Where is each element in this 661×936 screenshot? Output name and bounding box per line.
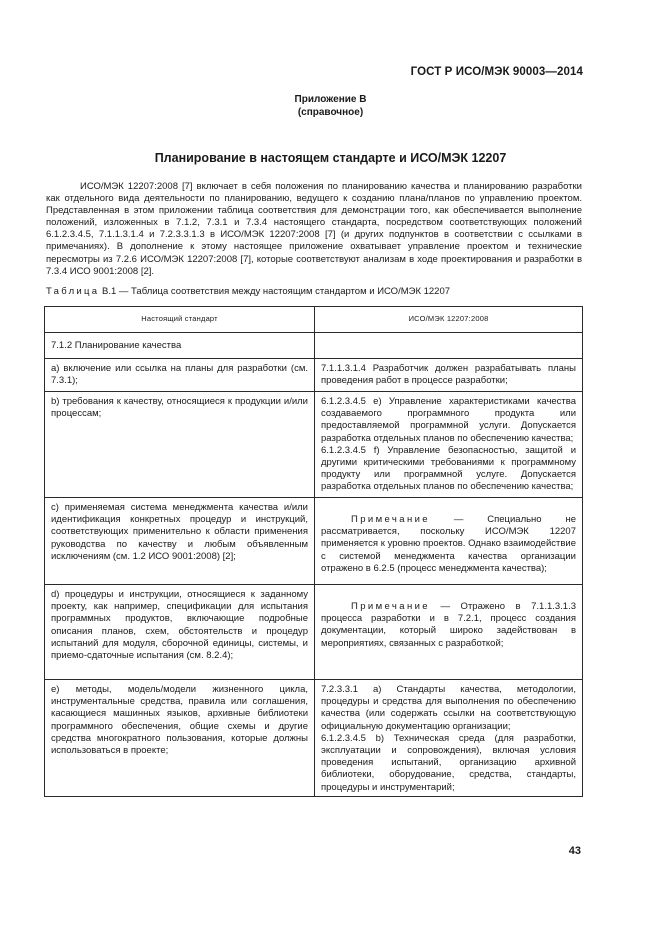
cell-text: 7.1.1.3.1.4 Разработчик должен разрабатывать планы проведения работ в процессе разработки; xyxy=(321,363,576,387)
cell-note xyxy=(321,514,576,575)
table-caption-label: Таблица xyxy=(46,286,100,297)
intro-paragraph: ИСО/МЭК 12207:2008 [7] включает в себя положения по планированию качества и планированию разработки как отдельного вида деятельности по планированию, ведущего к созданию плана/планов по управлению проектом. Представленная в этом приложении таблица соответствия для демонстрации того, как обеспечивается выполнение положений, изложенных в 7.1.2, 7.3.1 и 7.3.4 настоящего стандарта, посредством соответствующих положений 6.1.2.3.4.5, 7.1.1.3.1.4 и 7.2.3.3.1.3 в ИСО/МЭК 12207:2008 [7] (и других подпунктов в соответствии с ссылками в примечаниях). В дополнение к этому настоящее приложение охватывает управление проектом и технические пересмотры из 7.2.6 ИСО/МЭК 12207:2008 [7], которые соответствуют анализам в ходе проектирования и разработки в 7.3.4 ИСО 9001:2008 [2]. xyxy=(46,181,582,277)
table-cell-right xyxy=(315,680,583,797)
table-cell-right xyxy=(315,333,583,359)
header-left: Настоящий стандарт xyxy=(45,307,315,333)
table-cell-left xyxy=(45,585,315,680)
appendix-subtitle: (справочное) xyxy=(297,107,364,118)
note-text: — Отражено в 7.1.1.3.1.3 процесса разработки и в 7.2.1, процесс создания документации, который широко задействован в мероприятиях, связанных с разработкой; xyxy=(321,601,577,649)
cell-text: а) включение или ссылка на планы для разработки (см. 7.3.1); xyxy=(51,363,308,387)
standard-code: ГОСТ Р ИСО/МЭК 90003—2014 xyxy=(410,66,583,78)
cell-text: 6.1.2.3.4.5 е) Управление характеристиками качества создаваемого программного продукта или предоставляемой программной услуги. Допускается разработка отдельных планов по обеспечению качества; xyxy=(321,396,576,444)
cell-text: 7.2.3.3.1 а) Стандарты качества, методологии, процедуры и средства для выполнения по обеспечению качества (или содержать ссылки на соответствующую официальную документацию организации; xyxy=(321,684,576,732)
table-header-row xyxy=(45,307,583,333)
table-row xyxy=(45,498,583,585)
table-cell-left xyxy=(45,498,315,585)
note-label: Примечание xyxy=(351,514,430,525)
table-row xyxy=(45,392,583,498)
cell-text: с) применяемая система менеджмента качества и/или идентификация конкретных процедур и инструкций, соответствующих применительно к области применения руководства по качеству и любым объявленным исключениям (см. 1.2 ИСО 9001:2008) [2]; xyxy=(51,502,308,562)
intro-text xyxy=(46,181,582,278)
cell-text: 6.1.2.3.4.5 f) Управление безопасностью, защитой и другими критическими требованиями к программному продукту или программной услуге. Допускается разработка отдельных планов по обеспечению качества; xyxy=(321,444,576,493)
table-cell-left xyxy=(45,333,315,359)
table-cell-left xyxy=(45,392,315,498)
section-label: 7.1.2 Планирование качества xyxy=(51,340,182,351)
table-row xyxy=(45,333,583,359)
table-row xyxy=(45,680,583,797)
table-cell-right xyxy=(315,498,583,585)
cell-content xyxy=(321,396,576,494)
page-number: 43 xyxy=(568,845,581,857)
cell-content xyxy=(321,684,576,794)
section-title: Планирование в настоящем стандарте и ИСО/МЭК 12207 xyxy=(154,151,507,165)
cell-text: 6.1.2.3.4.5 b) Техническая среда (для разработки, эксплуатации и сопровождения), включая условия проведения испытаний, организацию архивной библиотеки, оборудование, средства, стандарты, процедуры и инструментарий; xyxy=(321,732,576,793)
table-cell-right xyxy=(315,359,583,392)
table-cell-right xyxy=(315,585,583,680)
table-row xyxy=(45,359,583,392)
cell-note xyxy=(321,601,576,650)
table-row xyxy=(45,585,583,680)
table-cell-right xyxy=(315,392,583,498)
table-caption xyxy=(46,286,450,297)
table-cell-left xyxy=(45,680,315,797)
header-right: ИСО/МЭК 12207:2008 xyxy=(315,307,583,333)
table-cell-left xyxy=(45,359,315,392)
cell-text: d) процедуры и инструкции, относящиеся к заданному проекту, как например, спецификации для испытания программных продуктов, включающие подробные описания планов, схем, обстоятельств и процедур испытаний для модуля, сборочной единицы, системы, и приемо-сдаточные испытания (см. 8.2.4); xyxy=(51,589,308,662)
table-caption-text: В.1 — Таблица соответствия между настоящим стандартом и ИСО/МЭК 12207 xyxy=(102,286,451,297)
note-text: — Специально не рассматривается, поскольку ИСО/МЭК 12207 применяется к уровню проектов. Однако взаимодействие с системой менеджмента качества организации отражено в 6.2.5 (процесс менеджмента качества); xyxy=(321,514,576,574)
note-label: Примечание xyxy=(351,601,430,612)
cell-text: е) методы, модель/модели жизненного цикла, инструментальные средства, правила или соглашения, касающиеся машинных языков, архивные библиотеки программного обеспечения, общие схемы и другие средства многократного пользования, которые должны использоваться в проекте; xyxy=(51,684,308,757)
correspondence-table xyxy=(44,306,583,797)
appendix-title: Приложение В xyxy=(294,94,367,105)
cell-text: b) требования к качеству, относящиеся к продукции и/или процессам; xyxy=(51,396,308,420)
